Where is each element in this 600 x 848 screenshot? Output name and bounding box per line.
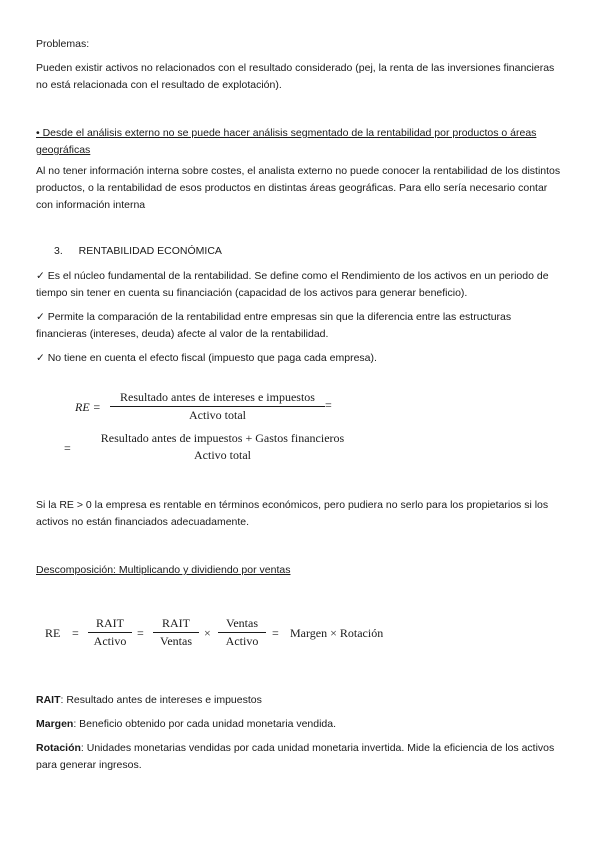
decomp-f3-den: Activo xyxy=(225,634,259,648)
formula-re-num-2: Resultado antes de impuestos + Gastos financieros xyxy=(100,431,345,445)
decomp-fraction-2 xyxy=(153,616,199,649)
problemas-text: Pueden existir activos no relacionados con el resultado considerado (pej, la renta de las inversiones financieras no está relacionada con el resultado de explotación). xyxy=(36,62,555,91)
section-heading xyxy=(54,243,454,260)
definition-term: Rotación xyxy=(36,742,81,754)
check-item-3: ✓ No tiene en cuenta el efecto fiscal (impuesto que paga cada empresa). xyxy=(36,352,377,364)
formula-re-fraction-1 xyxy=(110,390,325,423)
formula-re-den-2: Activo total xyxy=(194,448,251,462)
section-number: 3. xyxy=(54,245,63,257)
definition-desc: : Beneficio obtenido por cada unidad monetaria vendida. xyxy=(73,718,337,730)
formula-re-trail: = xyxy=(325,398,332,412)
decomp-f2-num: RAIT xyxy=(153,616,199,633)
check-item-1: ✓ Es el núcleo fundamental de la rentabilidad. Se define como el Rendimiento de los activos en un periodo de tiempo sin tener en cuenta su financiación (capacidad de los activos para generar beneficio). xyxy=(36,270,549,299)
definition-term: RAIT xyxy=(36,694,61,706)
definition-term: Margen xyxy=(36,718,74,730)
definition-desc: : Unidades monetarias vendidas por cada unidad monetaria invertida. Mide la eficiencia de los activos para generar ingresos. xyxy=(36,742,555,771)
decomp-fraction-3 xyxy=(218,616,266,649)
decomposition-heading: Descomposición: Multiplicando y dividiendo por ventas xyxy=(36,564,291,576)
decomp-lhs: RE xyxy=(45,626,61,640)
decomp-rhs: Margen × Rotación xyxy=(290,626,384,640)
section-title: RENTABILIDAD ECONÓMICA xyxy=(78,245,222,257)
segmented-text: Al no tener información interna sobre costes, el analista externo no puede conocer la rentabilidad de los distintos productos, o la rentabilidad de esos productos en distintas áreas geográficas. Para ello sería necesario contar con información interna xyxy=(36,165,561,211)
definition-margen xyxy=(36,716,564,733)
decomp-eq-3: = xyxy=(272,626,279,640)
formula-re-lhs: RE = xyxy=(75,400,101,414)
formula-re-num-1: Resultado antes de intereses e impuestos xyxy=(110,390,325,407)
decomp-f1-den: Activo xyxy=(93,634,127,648)
re-positive-note: Si la RE > 0 la empresa es rentable en términos económicos, pero pudiera no serlo para los propietarios si los activos no están financiados adecuadamente. xyxy=(36,499,549,528)
formula-re-eq2: = xyxy=(64,441,71,455)
formula-re-fraction-2 xyxy=(85,431,360,463)
problemas-heading: Problemas: xyxy=(36,38,90,50)
segmented-heading: • Desde el análisis externo no se puede hacer análisis segmentado de la rentabilidad por productos o áreas geográficas xyxy=(36,127,537,156)
formula-re-den-1: Activo total xyxy=(189,408,246,422)
decomp-f3-num: Ventas xyxy=(218,616,266,633)
decomp-times: × xyxy=(204,626,211,640)
decomp-f2-den: Ventas xyxy=(160,634,192,648)
decomp-eq-2: = xyxy=(137,626,144,640)
check-item-2: ✓ Permite la comparación de la rentabilidad entre empresas sin que la diferencia entre las estructuras financieras (intereses, deuda) afecte al valor de la rentabilidad. xyxy=(36,311,512,340)
definition-rait xyxy=(36,692,564,709)
decomp-fraction-1 xyxy=(88,616,132,649)
definition-rotacion xyxy=(36,740,564,774)
definition-desc: : Resultado antes de intereses e impuestos xyxy=(60,694,262,706)
decomp-eq-1: = xyxy=(72,626,79,640)
decomp-f1-num: RAIT xyxy=(88,616,132,633)
